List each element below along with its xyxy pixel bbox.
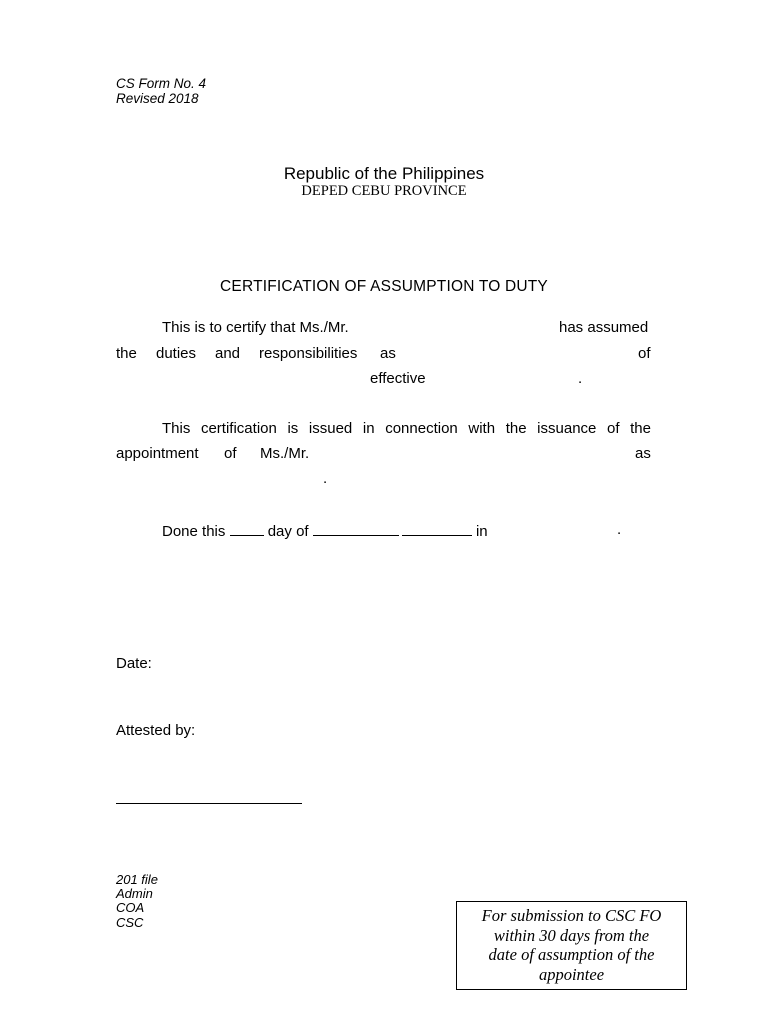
p1-word: as (380, 345, 396, 362)
p1-word: the (116, 345, 137, 362)
distribution-item: 201 file (116, 872, 158, 887)
distribution-item: CSC (116, 914, 144, 930)
month-blank[interactable] (313, 521, 399, 536)
distribution-item: COA (116, 900, 145, 916)
p1-word: duties (156, 345, 197, 362)
p1-word: and (215, 345, 241, 362)
done-this-label: Done this (162, 523, 226, 540)
p1-line1-start: This is to certify that Ms./Mr. (162, 319, 349, 336)
p1-effective-label: effective (370, 370, 426, 387)
p2-word: Ms./Mr. (260, 445, 310, 462)
form-number-block (116, 76, 206, 106)
in-label: in (475, 523, 488, 540)
p2-period: . (323, 470, 328, 487)
p1-word: of (638, 345, 651, 362)
year-blank[interactable] (402, 521, 472, 536)
day-of-label: day of (267, 523, 309, 540)
submission-note-line: date of assumption of the (488, 945, 655, 964)
p2-line1: This certification is issued in connection with the issuance of the (162, 420, 651, 437)
submission-note-line: within 30 days from the (493, 925, 650, 945)
submission-note-line: appointee (538, 964, 605, 984)
signature-line[interactable] (116, 803, 302, 804)
form-revision: Revised 2018 (116, 91, 199, 106)
header-office: DEPED CEBU PROVINCE (301, 183, 467, 199)
p1-word: responsibilities (259, 345, 358, 362)
done-period: . (617, 521, 622, 538)
header-country: Republic of the Philippines (283, 164, 485, 183)
submission-note-box (456, 901, 687, 990)
day-blank[interactable] (230, 521, 264, 536)
done-line (162, 521, 488, 540)
p2-word: as (635, 445, 651, 462)
date-label: Date: (116, 655, 152, 672)
document-title: CERTIFICATION OF ASSUMPTION TO DUTY (220, 278, 548, 295)
distribution-list (116, 873, 158, 930)
distribution-item: Admin (116, 886, 153, 902)
form-number: CS Form No. 4 (116, 76, 207, 91)
submission-note-line: For submission to CSC FO (481, 906, 662, 925)
p1-line1-end: has assumed (559, 319, 649, 336)
p2-word: appointment (116, 445, 199, 462)
p1-period: . (578, 370, 583, 387)
p2-word: of (224, 445, 237, 462)
attested-label: Attested by: (116, 722, 196, 739)
